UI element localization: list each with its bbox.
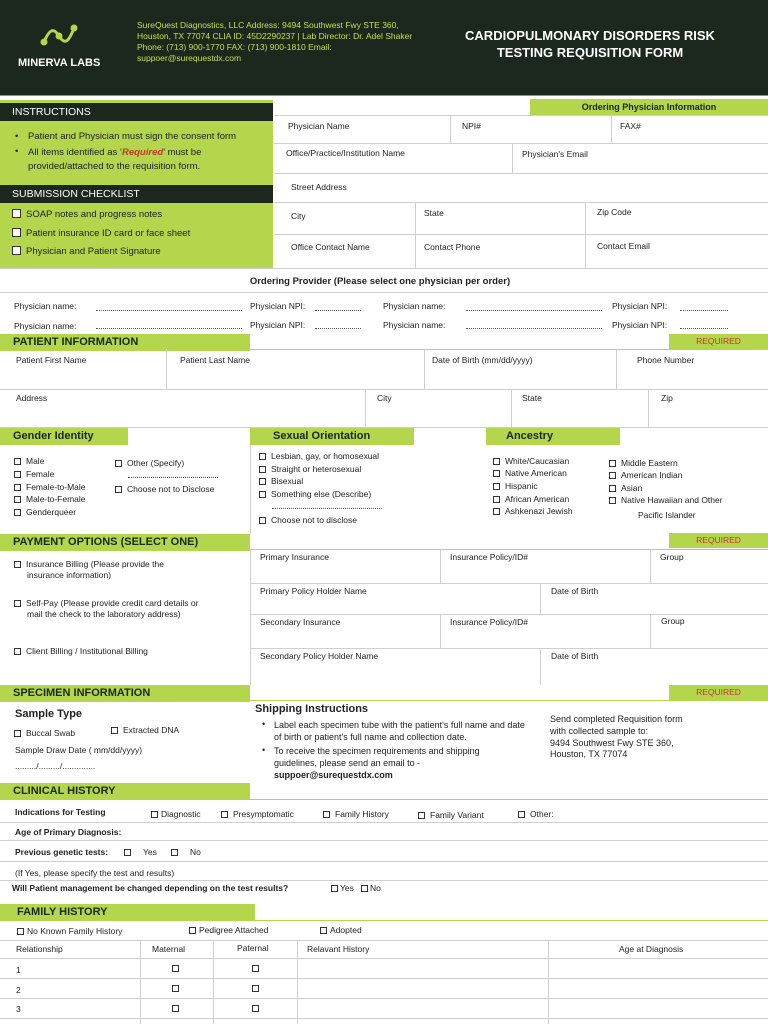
instruction-2: All items identified as ‘Required’ must be provided/attached to the requisition form. — [28, 147, 202, 172]
primary-holder-field[interactable]: Primary Policy Holder Name — [260, 586, 367, 596]
city-field[interactable]: City — [291, 211, 306, 221]
family-heading: FAMILY HISTORY — [0, 904, 255, 921]
provider-npi-label: Physician NPI: — [250, 301, 306, 311]
ancestry-option[interactable]: Ashkenazi Jewish — [493, 506, 573, 516]
checkbox-icon[interactable] — [259, 453, 266, 460]
patient-first-name-field[interactable]: Patient First Name — [16, 355, 87, 365]
indication-option[interactable]: Presymptomatic — [221, 809, 294, 819]
form-title-line2: TESTING REQUISITION FORM — [496, 45, 684, 60]
pedigree-attached[interactable]: Pedigree Attached — [189, 925, 268, 935]
checkbox-icon[interactable] — [14, 648, 21, 655]
checkbox-icon[interactable] — [14, 458, 21, 465]
shipping-title: Shipping Instructions — [255, 703, 369, 715]
payment-option-insurance[interactable]: Insurance Billing (Please provide the — [14, 559, 164, 569]
ancestry-option[interactable]: Asian — [609, 483, 642, 493]
checkbox-icon[interactable] — [12, 228, 21, 237]
bullet-dot: • — [15, 131, 19, 142]
checkbox-icon[interactable] — [14, 509, 21, 516]
provider-name-label: Physician name: — [383, 320, 446, 330]
checkbox-icon[interactable] — [115, 486, 122, 493]
provider-name-blank[interactable] — [96, 328, 242, 329]
primary-insurance-field[interactable]: Primary Insurance — [260, 552, 329, 562]
draw-date-input[interactable]: ........./........./.............. — [15, 761, 96, 771]
street-field[interactable]: Street Address — [291, 182, 347, 192]
checkbox-icon[interactable] — [14, 730, 21, 737]
management-question: Will Patient management be changed depending on the test results? — [12, 883, 289, 893]
checkbox-icon[interactable] — [518, 811, 525, 818]
ancestry-option[interactable]: American Indian — [609, 470, 682, 480]
checkbox-icon[interactable] — [361, 885, 368, 892]
required-emphasis: Required — [121, 147, 164, 158]
send-to-line1: Send completed Requisition form — [550, 714, 683, 724]
checkbox-icon[interactable] — [124, 849, 131, 856]
indication-option[interactable]: Family Variant — [418, 810, 484, 820]
patient-zip-field[interactable]: Zip — [661, 393, 673, 403]
payment-option-selfpay-cont: mail the check to the laboratory address) — [27, 609, 181, 619]
checkbox-icon[interactable] — [259, 517, 266, 524]
logo-text: MINERVA LABS — [18, 57, 101, 69]
checkbox-icon[interactable] — [493, 458, 500, 465]
checkbox-icon[interactable] — [320, 927, 327, 934]
patient-city-field[interactable]: City — [377, 393, 392, 403]
required-badge: REQUIRED — [669, 334, 768, 349]
required-badge: REQUIRED — [669, 533, 768, 548]
adopted[interactable]: Adopted — [320, 925, 362, 935]
gender-option[interactable]: Female — [14, 469, 54, 479]
checkbox-icon[interactable] — [493, 508, 500, 515]
previous-tests-yes[interactable]: Yes — [124, 847, 157, 857]
contact-name-field[interactable]: Office Contact Name — [291, 242, 370, 252]
sample-type-label: Sample Type — [15, 708, 83, 720]
shipping-email-link[interactable]: suppoer@surequestdx.com — [274, 770, 393, 780]
checkbox-icon[interactable] — [221, 811, 228, 818]
orientation-option[interactable]: Choose not to disclose — [259, 515, 357, 525]
paternal-checkbox[interactable] — [252, 985, 259, 992]
header-address: SureQuest Diagnostics, LLC Address: 9494 Southwest Fwy STE 360, Houston, TX 77074 CLIA ID: 45D2290237 | Lab Director: Dr. Adel Shaker Phone: (713) 900-1770 FAX: (713) 900-1810 Email: suppoer@surequestdx.com — [137, 20, 413, 63]
bullet-dot: • — [262, 719, 266, 729]
phone-field[interactable]: Phone Number — [637, 355, 695, 365]
secondary-insurance-field[interactable]: Secondary Insurance — [260, 617, 341, 627]
checklist-title: SUBMISSION CHECKLIST — [12, 188, 140, 200]
provider-npi-label: Physician NPI: — [612, 301, 668, 311]
provider-npi-label: Physician NPI: — [612, 320, 668, 330]
clinical-heading: CLINICAL HISTORY — [0, 783, 250, 800]
indications-label: Indications for Testing — [15, 807, 106, 817]
checkbox-icon[interactable] — [14, 496, 21, 503]
ancestry-option[interactable]: Native American — [493, 468, 567, 478]
checkbox-icon[interactable] — [609, 460, 616, 467]
checkbox-icon[interactable] — [14, 600, 21, 607]
orientation-option[interactable]: Lesbian, gay, or homosexual — [259, 451, 379, 461]
sample-dna[interactable]: Extracted DNA — [111, 725, 179, 735]
state-field[interactable]: State — [424, 208, 444, 218]
gender-option[interactable]: Genderqueer — [14, 507, 76, 517]
patient-heading: PATIENT INFORMATION — [0, 334, 250, 351]
bullet-dot: • — [15, 146, 19, 157]
indication-option[interactable]: Other: — [518, 809, 554, 819]
shipping-instruction-1: Label each specimen tube with the patient's full name and date of birth or patient's full name and collection date. — [274, 720, 525, 742]
checkbox-icon[interactable] — [14, 484, 21, 491]
col-paternal: Paternal — [237, 943, 269, 953]
provider-name-label: Physician name: — [14, 301, 77, 311]
send-to-line2: with collected sample to: — [550, 726, 649, 736]
provider-npi-label: Physician NPI: — [250, 320, 306, 330]
primary-holder-dob-field[interactable]: Date of Birth — [551, 586, 599, 596]
checkbox-icon[interactable] — [259, 478, 266, 485]
gender-option[interactable]: Other (Specify) — [115, 458, 184, 468]
physician-title: Ordering Physician Information — [581, 102, 717, 112]
checkbox-icon[interactable] — [493, 496, 500, 503]
provider-npi-blank[interactable] — [680, 328, 728, 329]
family-row-number: 2 — [16, 985, 21, 995]
checkbox-icon[interactable] — [609, 485, 616, 492]
checkbox-icon[interactable] — [14, 471, 21, 478]
payment-option-insurance-cont: insurance information) — [27, 570, 112, 580]
checkbox-icon[interactable] — [189, 927, 196, 934]
indication-option[interactable]: Diagnostic — [151, 809, 201, 819]
paternal-checkbox[interactable] — [252, 1005, 259, 1012]
send-to-line4: Houston, TX 77074 — [550, 749, 628, 759]
office-field[interactable]: Office/Practice/Institution Name — [286, 148, 405, 158]
if-yes-note: (If Yes, please specify the test and results) — [15, 868, 175, 878]
gender-option[interactable]: Male-to-Female — [14, 494, 86, 504]
gender-option[interactable]: Male — [14, 456, 44, 466]
physician-email-field[interactable]: Physician's Email — [522, 149, 588, 159]
payment-option-client[interactable]: Client Billing / Institutional Billing — [14, 646, 148, 656]
provider-title: Ordering Provider (Please select one physician per order) — [249, 276, 511, 287]
ancestry-option[interactable]: Middle Eastern — [609, 458, 678, 468]
checklist-item[interactable]: Physician and Patient Signature — [12, 246, 161, 257]
ancestry-heading: Ancestry — [486, 428, 620, 445]
secondary-holder-dob-field[interactable]: Date of Birth — [551, 651, 599, 661]
instructions-title: INSTRUCTIONS — [12, 106, 91, 118]
secondary-holder-field[interactable]: Secondary Policy Holder Name — [260, 651, 379, 661]
send-to-line3: 9494 Southwest Fwy STE 360, — [550, 738, 674, 748]
maternal-checkbox[interactable] — [172, 1005, 179, 1012]
previous-tests-label: Previous genetic tests: — [15, 847, 109, 857]
contact-phone-field[interactable]: Contact Phone — [424, 242, 481, 252]
shipping-instruction-2: To receive the specimen requirements and shipping guidelines, please send an email to - — [274, 746, 480, 768]
required-badge: REQUIRED — [669, 685, 768, 700]
checklist-item[interactable]: Patient insurance ID card or face sheet — [12, 228, 190, 239]
gender-option[interactable]: Choose not to Disclose — [115, 484, 214, 494]
orientation-option[interactable]: Something else (Describe) — [259, 489, 371, 499]
ancestry-option[interactable]: Hispanic — [493, 481, 538, 491]
contact-email-field[interactable]: Contact Email — [597, 241, 650, 251]
specimen-heading: SPECIMEN INFORMATION — [0, 685, 250, 702]
instruction-1: Patient and Physician must sign the consent form — [28, 131, 237, 142]
family-row-number: 1 — [16, 965, 21, 975]
checkbox-icon[interactable] — [17, 928, 24, 935]
secondary-group-field[interactable]: Group — [661, 616, 685, 626]
draw-date-label: Sample Draw Date ( mm/dd/yyyy) — [15, 745, 143, 755]
provider-name-label: Physician name: — [383, 301, 446, 311]
maternal-checkbox[interactable] — [172, 985, 179, 992]
provider-npi-blank[interactable] — [315, 328, 361, 329]
indication-option[interactable]: Family History — [323, 809, 389, 819]
no-known-history[interactable]: No Known Family History — [17, 926, 122, 936]
orientation-heading: Sexual Orientation — [250, 428, 414, 445]
management-no[interactable]: No — [361, 883, 381, 893]
zip-field[interactable]: Zip Code — [597, 207, 632, 217]
instructions-panel — [0, 100, 273, 268]
checklist-item[interactable]: SOAP notes and progress notes — [12, 209, 162, 220]
gender-option[interactable]: Female-to-Male — [14, 482, 86, 492]
previous-tests-no[interactable]: No — [171, 847, 201, 857]
npi-field[interactable]: NPI# — [462, 121, 481, 131]
checkbox-icon[interactable] — [609, 472, 616, 479]
col-relationship: Relationship — [16, 944, 63, 954]
provider-name-blank[interactable] — [466, 310, 602, 311]
group-field[interactable]: Group — [660, 552, 684, 562]
checkbox-icon[interactable] — [259, 491, 266, 498]
provider-name-label: Physician name: — [14, 321, 77, 331]
col-age-diagnosis: Age at Diagnosis — [619, 944, 684, 954]
orientation-option[interactable]: Straight or heterosexual — [259, 464, 361, 474]
checkbox-icon[interactable] — [493, 483, 500, 490]
patient-state-field[interactable]: State — [522, 393, 542, 403]
provider-name-blank[interactable] — [96, 310, 242, 311]
checkbox-icon[interactable] — [12, 246, 21, 255]
col-relevant-history: Relavant History — [307, 944, 370, 954]
form-title-line1: CARDIOPULMONARY DISORDERS RISK — [465, 28, 715, 43]
describe-blank[interactable] — [272, 508, 382, 509]
management-yes[interactable]: Yes — [331, 883, 354, 893]
gender-heading: Gender Identity — [0, 428, 128, 445]
ancestry-option-continued: Pacific Islander — [638, 510, 696, 520]
checkbox-icon[interactable] — [493, 470, 500, 477]
secondary-policy-id-field[interactable]: Insurance Policy/ID# — [450, 617, 528, 627]
col-maternal: Maternal — [152, 944, 186, 954]
checkbox-icon[interactable] — [609, 497, 616, 504]
provider-npi-blank[interactable] — [315, 310, 361, 311]
checkbox-icon[interactable] — [115, 460, 122, 467]
checkbox-icon[interactable] — [418, 812, 425, 819]
checkbox-icon[interactable] — [259, 466, 266, 473]
provider-npi-blank[interactable] — [680, 310, 728, 311]
checkbox-icon[interactable] — [151, 811, 158, 818]
ancestry-option[interactable]: Native Hawaiian and Other — [609, 495, 723, 505]
sample-buccal[interactable]: Buccal Swab — [14, 728, 75, 738]
bullet-dot: • — [262, 745, 266, 755]
ancestry-option[interactable]: African American — [493, 494, 569, 504]
ancestry-option[interactable]: White/Caucasian — [493, 456, 569, 466]
checkbox-icon[interactable] — [171, 849, 178, 856]
fax-field[interactable]: FAX# — [620, 121, 641, 131]
patient-last-name-field[interactable]: Patient Last Name — [180, 355, 250, 365]
maternal-checkbox[interactable] — [172, 965, 179, 972]
patient-address-field[interactable]: Address — [16, 393, 48, 403]
checkbox-icon[interactable] — [12, 209, 21, 218]
family-row-number: 3 — [16, 1004, 21, 1014]
payment-heading: PAYMENT OPTIONS (SELECT ONE) — [0, 534, 250, 551]
checkbox-icon[interactable] — [323, 811, 330, 818]
logo-icon — [40, 22, 78, 48]
specify-blank[interactable] — [128, 477, 218, 478]
dob-field[interactable]: Date of Birth (mm/dd/yyyy) — [432, 355, 533, 365]
checkbox-icon[interactable] — [331, 885, 338, 892]
physician-name-field[interactable]: Physician Name — [288, 121, 350, 131]
checkbox-icon[interactable] — [14, 561, 21, 568]
checkbox-icon[interactable] — [111, 727, 118, 734]
orientation-option[interactable]: Bisexual — [259, 476, 303, 486]
provider-name-blank[interactable] — [466, 328, 602, 329]
paternal-checkbox[interactable] — [252, 965, 259, 972]
age-diagnosis-label: Age of Primary Diagnosis: — [15, 827, 122, 837]
policy-id-field[interactable]: Insurance Policy/ID# — [450, 552, 528, 562]
payment-option-selfpay[interactable]: Self-Pay (Please provide credit card details or — [14, 598, 198, 608]
